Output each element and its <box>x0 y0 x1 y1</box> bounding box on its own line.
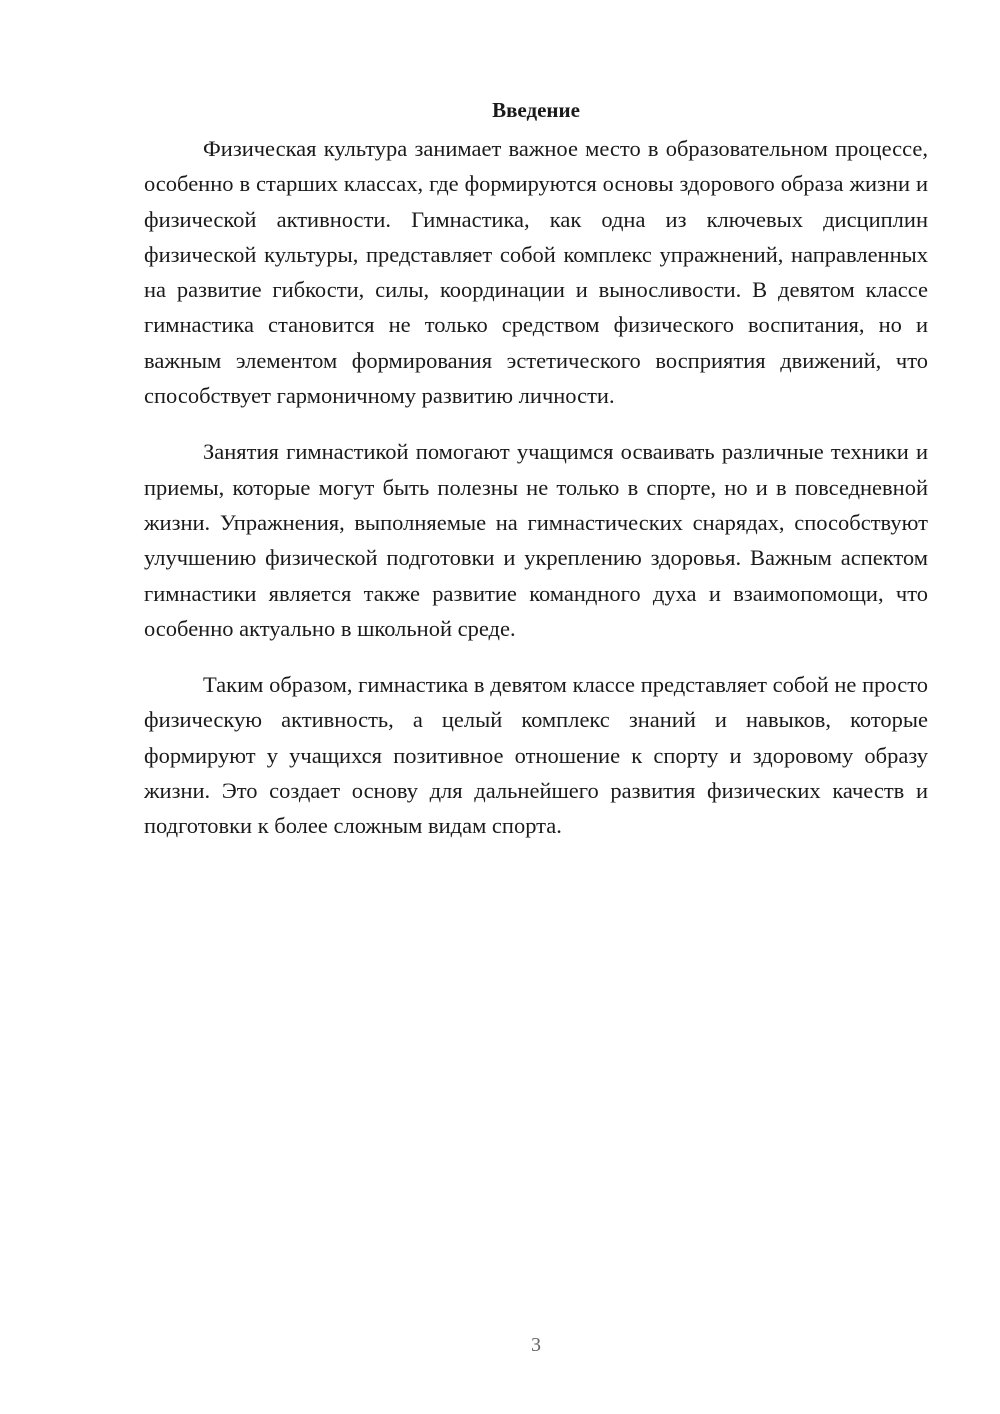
page-number: 3 <box>531 1334 541 1356</box>
page-body <box>144 95 928 865</box>
section-heading: Введение <box>492 98 580 122</box>
paragraph-1: Физическая культура занимает важное место в образовательном процессе, особенно в старших классах, где формируются основы здорового образа жизни и физической активности. Гимнастика, как одна из ключевых дисциплин физической культуры, представляет собой комплекс упражнений, направленных на развитие гибкости, силы, координации и выносливости. В девятом классе гимнастика становится не только средством физического воспитания, но и важным элементом формирования эстетического восприятия движений, что способствует гармоничному развитию личности. <box>144 136 928 409</box>
paragraph-2: Занятия гимнастикой помогают учащимся осваивать различные техники и приемы, которые могут быть полезны не только в спорте, но и в повседневной жизни. Упражнения, выполняемые на гимнастических снарядах, способствуют улучшению физической подготовки и укреплению здоровья. Важным аспектом гимнастики является также развитие командного духа и взаимопомощи, что особенно актуально в школьной среде. <box>144 439 928 641</box>
paragraph-3: Таким образом, гимнастика в девятом классе представляет собой не просто физическую активность, а целый комплекс знаний и навыков, которые формируют у учащихся позитивное отношение к спорту и здоровому образу жизни. Это создает основу для дальнейшего развития физических качеств и подготовки к более сложным видам спорта. <box>144 672 928 839</box>
